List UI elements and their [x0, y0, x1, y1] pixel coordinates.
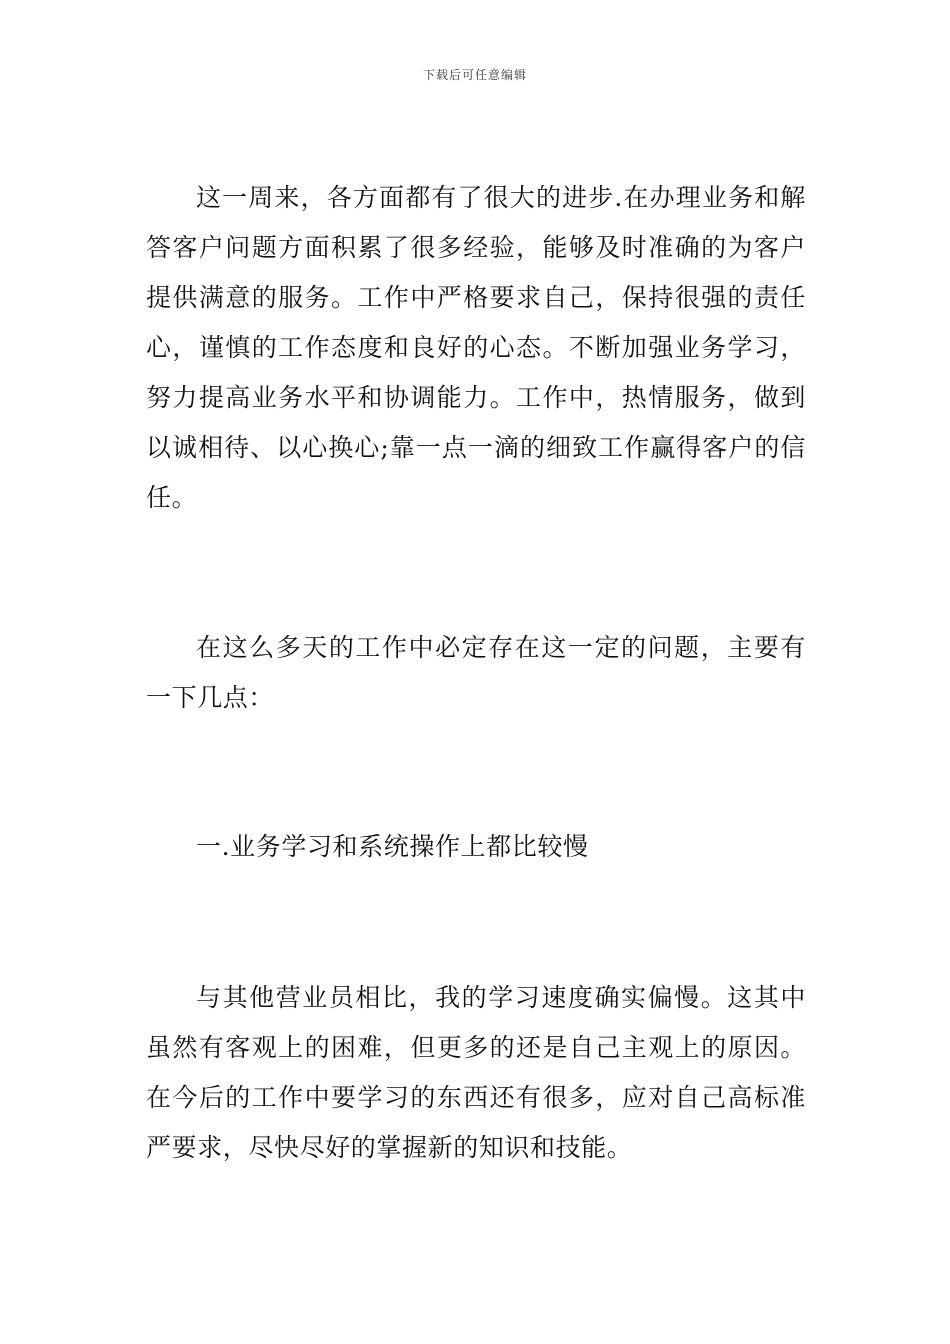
paragraph-problems-intro: 在这么多天的工作中必定存在这一定的问题，主要有一下几点：: [146, 633, 806, 712]
section-heading-1: 一.业务学习和系统操作上都比较慢: [196, 832, 589, 861]
paragraph-learning-speed: 与其他营业员相比，我的学习速度确实偏慢。这其中虽然有客观上的困难，但更多的还是自己主观上的原因。在今后的工作中要学习的东西还有很多，应对自己高标准严要求，尽快尽好的掌握新的知识和技能。: [146, 983, 806, 1162]
paragraph-weekly-progress: 这一周来，各方面都有了很大的进步.在办理业务和解答客户问题方面积累了很多经验，能够及时准确的为客户提供满意的服务。工作中严格要求自己，保持很强的责任心，谨慎的工作态度和良好的心态。不断加强业务学习，努力提高业务水平和协调能力。工作中，热情服务，做到以诚相待、以心换心;靠一点一滴的细致工作赢得客户的信任。: [146, 183, 806, 512]
page-header: 下载后可任意编辑: [422, 68, 527, 82]
